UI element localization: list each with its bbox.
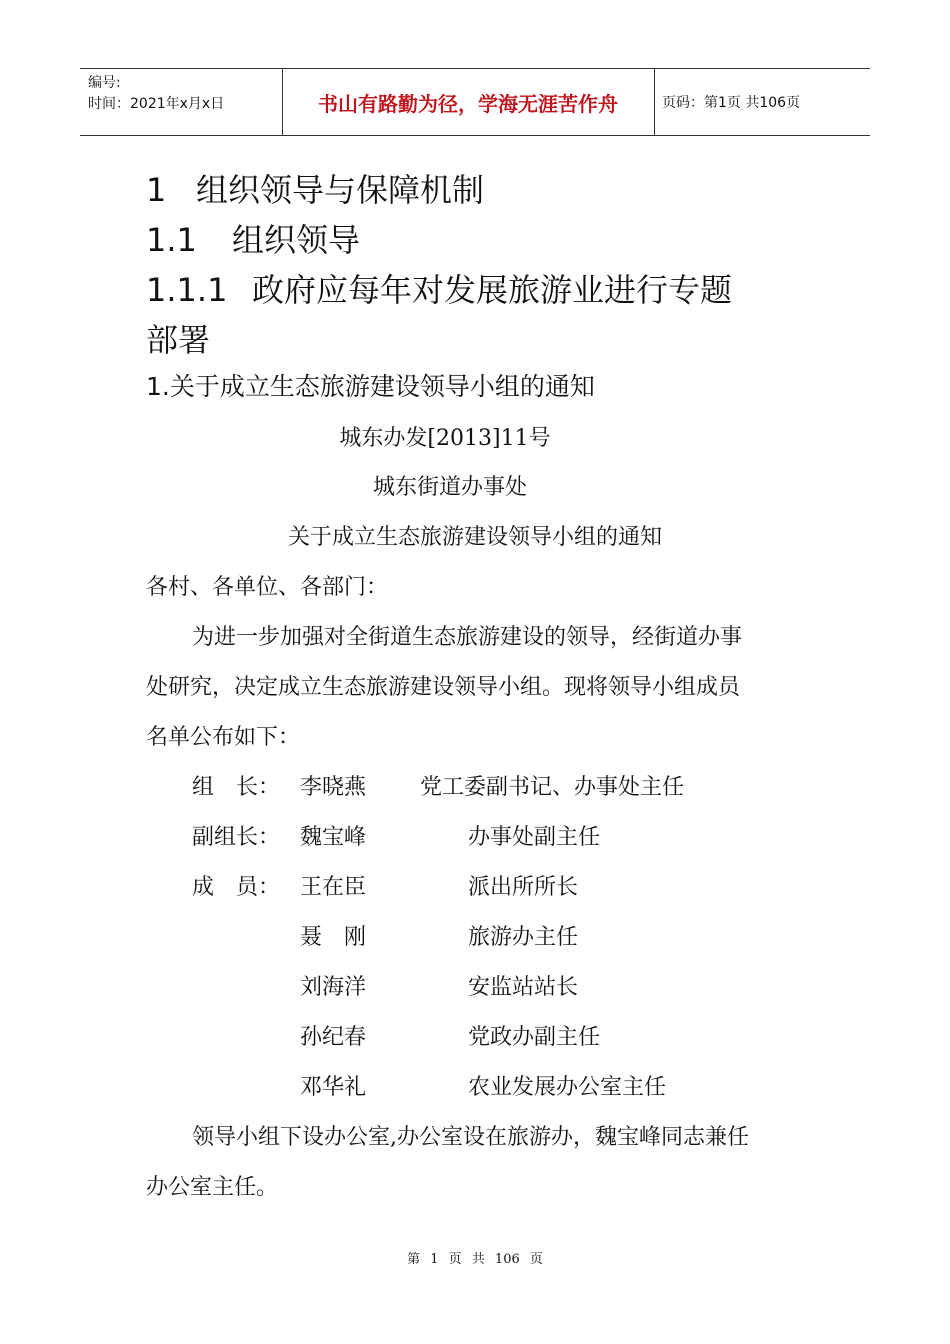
member-name: 邓华礼 (300, 1075, 367, 1100)
heading-2 (146, 215, 360, 261)
page-footer: 第 1 页 共 106 页 (407, 1252, 543, 1267)
heading-2-number: 1.1 (146, 221, 197, 259)
heading-1-text: 组织领导与保障机制 (196, 171, 485, 209)
page-header (80, 68, 870, 136)
member-role: 副组长： (192, 825, 281, 850)
member-name: 魏宝峰 (300, 825, 367, 850)
heading-3-text: 政府应每年对发展旅游业进行专题 (252, 271, 733, 309)
header-meta (88, 73, 282, 115)
header-divider (654, 69, 655, 135)
member-name: 孙纪春 (300, 1025, 367, 1050)
member-title: 党政办副主任 (468, 1025, 601, 1050)
member-title: 党工委副书记、办事处主任 (420, 775, 685, 800)
heading-3 (146, 265, 732, 311)
member-role: 成 员： (192, 875, 281, 900)
member-name: 刘海洋 (300, 975, 367, 1000)
member-title: 办事处副主任 (468, 825, 601, 850)
heading-1-number: 1 (146, 171, 167, 209)
member-title: 农业发展办公室主任 (468, 1075, 667, 1100)
member-title: 派出所所长 (468, 875, 579, 900)
header-number-label: 编号: (88, 75, 121, 91)
heading-1 (146, 165, 484, 211)
paragraph-2-line: 办公室主任。 (146, 1175, 279, 1200)
doc-number: 城东办发[2013]11号 (339, 426, 551, 451)
heading-3-continued: 部署 (146, 321, 211, 359)
member-role: 组 长： (192, 775, 281, 800)
doc-issuer: 城东街道办事处 (372, 475, 527, 500)
paragraph-1-line: 为进一步加强对全街道生态旅游建设的领导，经街道办事 (192, 625, 743, 650)
doc-title: 关于成立生态旅游建设领导小组的通知 (287, 525, 662, 550)
paragraph-1-line: 名单公布如下： (146, 725, 301, 750)
paragraph-2-line: 领导小组下设办公室,办公室设在旅游办，魏宝峰同志兼任 (192, 1125, 749, 1150)
header-page-info: 页码：第1页 共106页 (662, 95, 801, 111)
header-motto: 书山有路勤为径，学海无涯苦作舟 (318, 91, 618, 116)
member-title: 安监站站长 (468, 975, 579, 1000)
paragraph-1-line: 处研究，决定成立生态旅游建设领导小组。现将领导小组成员 (146, 675, 741, 700)
header-time-label: 时间：2021年x月x日 (88, 96, 225, 112)
member-title: 旅游办主任 (468, 925, 579, 950)
member-name: 李晓燕 (300, 775, 367, 800)
list-item-heading: 1.关于成立生态旅游建设领导小组的通知 (146, 372, 595, 401)
member-name: 聂 刚 (300, 925, 367, 950)
member-name: 王在臣 (300, 875, 367, 900)
salutation: 各村、各单位、各部门： (146, 575, 389, 600)
heading-3-number: 1.1.1 (146, 271, 228, 309)
heading-2-text: 组织领导 (232, 221, 361, 259)
